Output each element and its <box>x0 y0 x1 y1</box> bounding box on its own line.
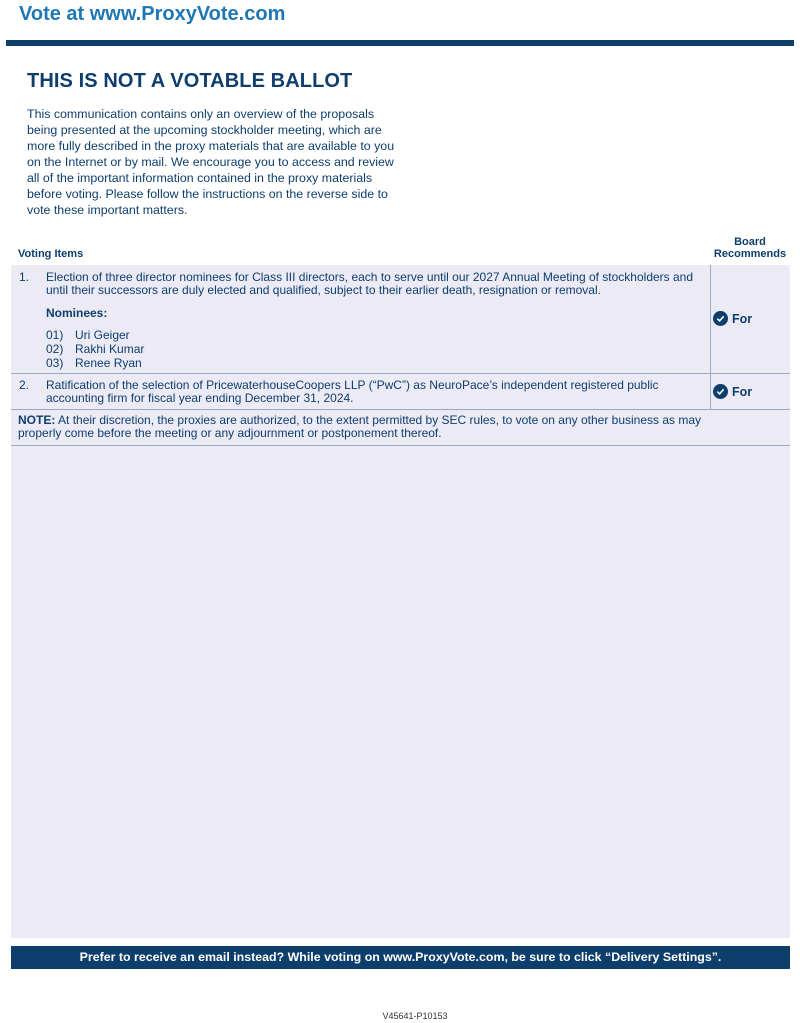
header-rule <box>6 40 794 46</box>
item-text: Election of three director nominees for Class III directors, each to serve until our 2027 Annual Meeting of stockholders and until their successors are duly elected and qualified, subject to their earlier death, resignation or removal. <box>46 270 694 297</box>
document-code: V45641-P10153 <box>382 1011 448 1021</box>
row-divider <box>11 409 790 410</box>
row-divider <box>11 445 790 446</box>
nominee-number: 02) <box>46 342 64 356</box>
nominees-title: Nominees: <box>46 306 108 320</box>
item-number: 1. <box>19 270 30 284</box>
column-divider <box>710 374 711 409</box>
email-delivery-banner: Prefer to receive an email instead? While voting on www.ProxyVote.com, be sure to click “Delivery Settings”. <box>11 946 790 969</box>
nominee-name: Uri Geiger <box>75 328 130 342</box>
site-title: Vote at www.ProxyVote.com <box>19 3 286 25</box>
nominee-number: 01) <box>46 328 64 342</box>
item-number: 2. <box>19 378 30 392</box>
board-recommends-line1: Board <box>734 236 766 248</box>
nominee-name: Renee Ryan <box>75 356 142 370</box>
recommendation <box>713 311 752 326</box>
nominee-number: 03) <box>46 356 64 370</box>
recommendation <box>713 384 752 399</box>
nominee-name: Rakhi Kumar <box>75 342 145 356</box>
intro-paragraph: This communication contains only an overview of the proposals being presented at the upcoming stockholder meeting, which are more fully described in the proxy materials that are available to you on the Internet or by mail. We encourage you to access and review all of the important information contained in the proxy materials before voting. Please follow the instructions on the reverse side to vote these important matters. <box>27 107 395 217</box>
note <box>18 414 708 440</box>
board-recommends-header <box>710 236 790 260</box>
board-recommends-line2: Recommends <box>713 248 787 260</box>
recommendation-label: For <box>732 384 753 399</box>
recommendation-label: For <box>732 311 753 326</box>
page-heading: THIS IS NOT A VOTABLE BALLOT <box>27 70 353 92</box>
voting-items-header: Voting Items <box>18 248 84 260</box>
nominee-row <box>46 342 144 356</box>
note-text: At their discretion, the proxies are authorized, to the extent permitted by SEC rules, to vote on any other business as may properly come before the meeting or any adjournment or postponement thereof. <box>18 413 702 440</box>
column-divider <box>710 265 711 373</box>
nominee-row <box>46 328 130 342</box>
checkmark-icon <box>713 384 728 399</box>
note-label: NOTE: <box>18 413 56 427</box>
item-text: Ratification of the selection of PricewaterhouseCoopers LLP (“PwC”) as NeuroPace’s independent registered public accounting firm for fiscal year ending December 31, 2024. <box>46 378 659 405</box>
checkmark-icon <box>713 311 728 326</box>
nominee-row <box>46 356 142 370</box>
row-divider <box>11 373 790 374</box>
